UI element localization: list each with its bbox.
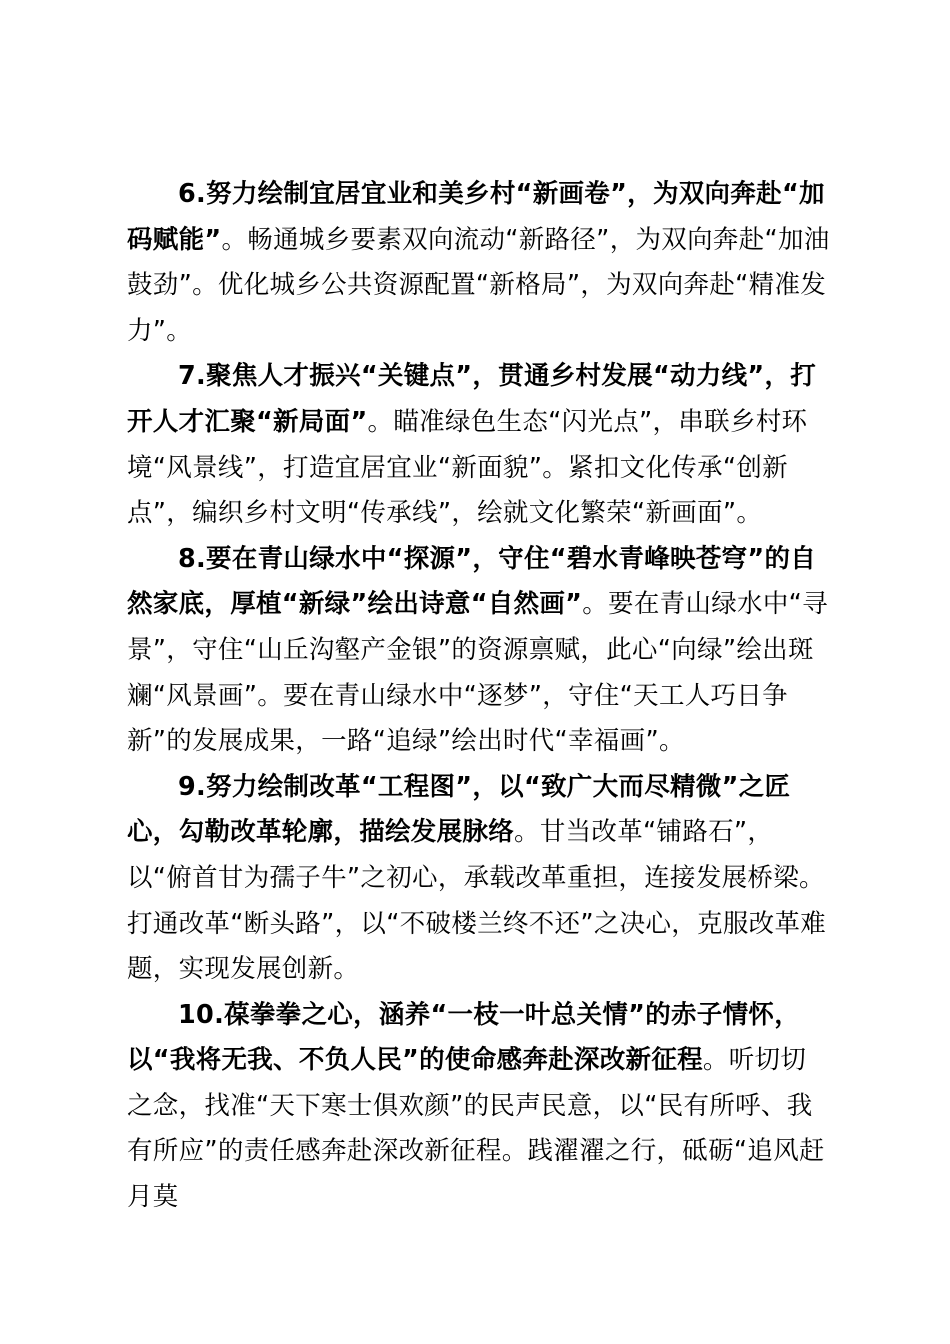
paragraph-9-heading: 9.努力绘制改革“工程图”，以“致广大而尽精微”之匠心，勾勒改革轮廓，描绘发展脉络: [127, 771, 791, 848]
paragraph-10: [127, 993, 831, 1221]
paragraph-10-heading: 10.葆拳拳之心，涵养“一枝一叶总关情”的赤子情怀，以“我将无我、不负人民”的使命感奔赴深改新征程: [127, 999, 800, 1076]
paragraph-10-body: 。听切切之念，找准“天下寒士俱欢颜”的民声民意，以“民有所呼、我有所应”的责任感奔赴深改新征程。践濯濯之行，砥砺“追风赶月莫: [127, 1045, 825, 1213]
paragraph-6-body: 。畅通城乡要素双向流动“新路径”，为双向奔赴“加油鼓劲”。优化城乡公共资源配置“新格局”，为双向奔赴“精准发力”。: [127, 224, 830, 346]
paragraph-9-body: 。甘当改革“铺路石”，以“俯首甘为孺子牛”之初心，承载改革重担，连接发展桥梁。打通改革“断头路”，以“不破楼兰终不还”之决心，克服改革难题，实现发展创新。: [127, 817, 827, 985]
paragraph-6: [127, 172, 831, 354]
paragraph-8-body: 。要在青山绿水中“寻景”，守住“山丘沟壑产金银”的资源禀赋，此心“向绿”绘出斑斓“风景画”。要在青山绿水中“逐梦”，守住“天工人巧日争新”的发展成果，一路“追绿”绘出时代“幸福画”。: [127, 589, 828, 757]
document-page: [127, 172, 831, 1221]
paragraph-8-heading: 8.要在青山绿水中“探源”，守住“碧水青峰映苍穹”的自然家底，厚植“新绿”绘出诗意“自然画”: [127, 543, 817, 620]
paragraph-6-heading: 6.努力绘制宜居宜业和美乡村“新画卷”，为双向奔赴“加码赋能”: [127, 179, 825, 255]
paragraph-9: [127, 765, 831, 993]
paragraph-7-heading: 7.聚焦人才振兴“关键点”，贯通乡村发展“动力线”，打开人才汇聚“新局面”: [127, 361, 817, 437]
paragraph-8: [127, 537, 831, 765]
paragraph-7: [127, 354, 831, 536]
paragraph-7-body: 。瞄准绿色生态“闪光点”，串联乡村环境“风景线”，打造宜居宜业“新面貌”。紧扣文化传承“创新点”，编织乡村文明“传承线”，绘就文化繁荣“新画面”。: [127, 406, 808, 529]
